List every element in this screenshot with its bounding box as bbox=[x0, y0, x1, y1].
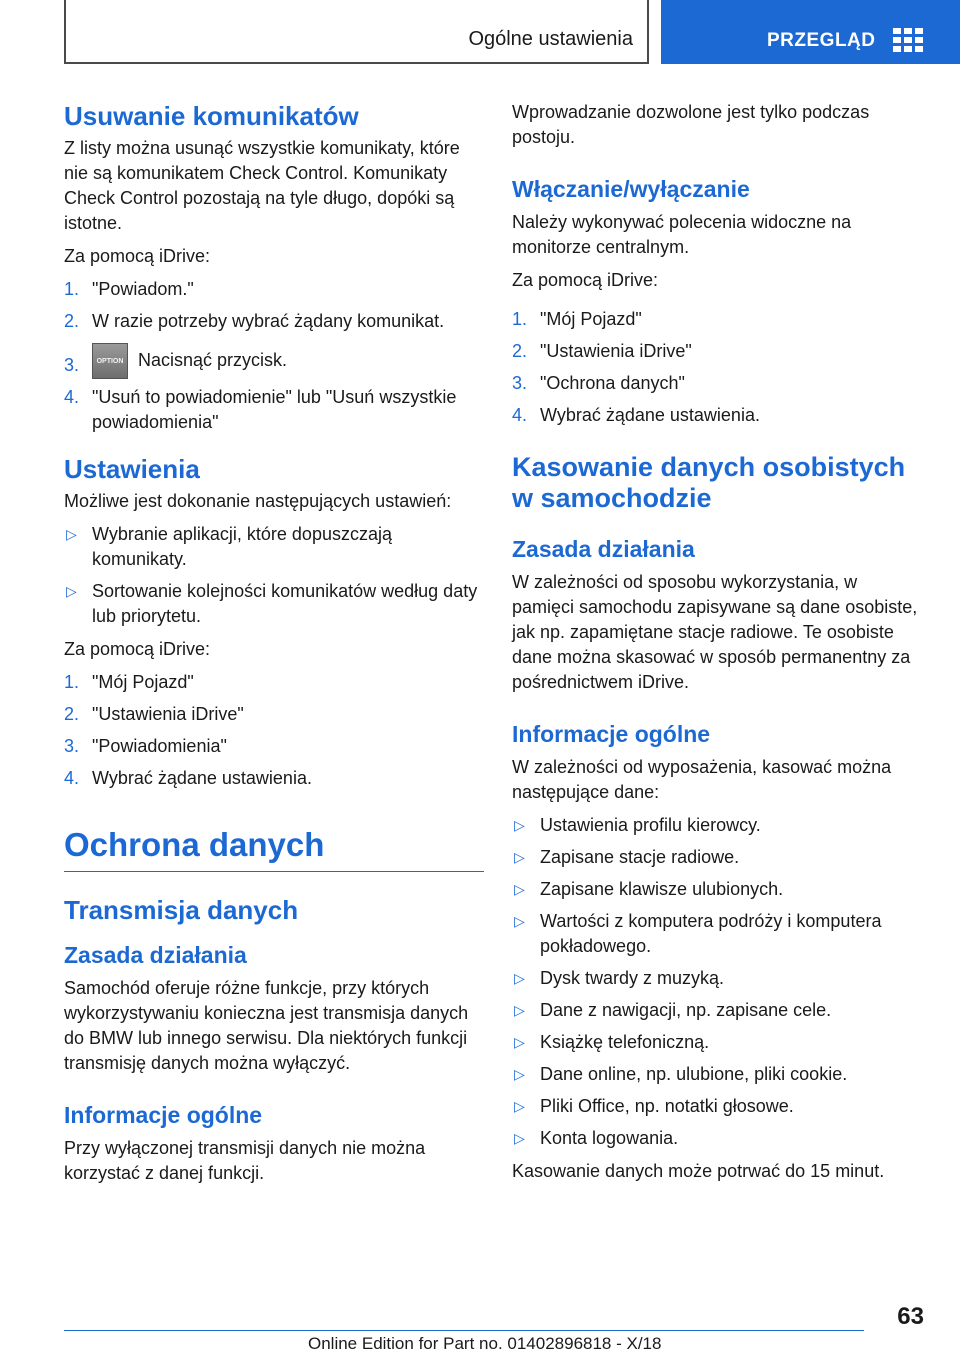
bullet-text: Książkę telefoniczną. bbox=[540, 1032, 710, 1052]
kasowanie-info-text: W zależności od wyposażenia, kasować można następujące dane: bbox=[512, 757, 892, 802]
triangle-bullet-icon: ▷ bbox=[514, 1034, 525, 1050]
triangle-bullet-icon: ▷ bbox=[514, 1130, 525, 1146]
step-number: 4. bbox=[64, 387, 80, 407]
header-nav-box[interactable] bbox=[661, 0, 960, 64]
list-item bbox=[512, 1062, 924, 1087]
chapter-heading-block bbox=[64, 825, 484, 872]
bullet-text: Pliki Office, np. notatki głosowe. bbox=[540, 1096, 794, 1116]
left-column bbox=[64, 100, 484, 1194]
usuwanie-steps bbox=[64, 277, 484, 435]
chapter-heading-ochrona: Ochrona danych bbox=[64, 826, 325, 863]
triangle-bullet-icon: ▷ bbox=[514, 913, 525, 929]
kasowanie-closing: Kasowanie danych może potrwać do 15 minut. bbox=[512, 1161, 885, 1181]
step-number: 4. bbox=[512, 405, 528, 425]
step-number: 2. bbox=[512, 341, 528, 361]
step-number: 3. bbox=[512, 373, 528, 393]
list-item bbox=[64, 734, 484, 759]
list-item bbox=[64, 309, 484, 334]
list-item bbox=[64, 579, 484, 629]
step-number: 3. bbox=[64, 736, 80, 756]
list-item bbox=[64, 341, 484, 379]
triangle-bullet-icon: ▷ bbox=[514, 1098, 525, 1114]
triangle-bullet-icon: ▷ bbox=[66, 526, 77, 542]
list-item bbox=[512, 966, 924, 991]
grid-icon[interactable] bbox=[893, 28, 923, 54]
list-item bbox=[64, 522, 484, 572]
list-item bbox=[64, 277, 484, 302]
list-item bbox=[512, 845, 924, 870]
bullet-text: Zapisane klawisze ulubionych. bbox=[540, 879, 784, 899]
step-text: "Usuń to powiadomienie" lub "Usuń wszystkie powiadomienia" bbox=[92, 387, 457, 432]
list-item bbox=[512, 813, 924, 838]
triangle-bullet-icon: ▷ bbox=[514, 1066, 525, 1082]
step-text: Wybrać żądane ustawienia. bbox=[540, 405, 760, 425]
footer-divider bbox=[64, 1330, 864, 1331]
list-item bbox=[512, 877, 924, 902]
heading-informacje-ogolne-2: Informacje ogólne bbox=[512, 721, 711, 747]
heading-ustawienia: Ustawienia bbox=[64, 454, 200, 484]
list-item bbox=[512, 1126, 924, 1151]
heading-transmisja: Transmisja danych bbox=[64, 895, 299, 925]
step-text: "Ustawienia iDrive" bbox=[92, 704, 244, 724]
step-text: "Powiadom." bbox=[92, 279, 194, 299]
list-item bbox=[64, 670, 484, 695]
overview-link[interactable]: PRZEGLĄD bbox=[767, 30, 876, 51]
step-number: 2. bbox=[64, 311, 80, 331]
heading-informacje-ogolne: Informacje ogólne bbox=[64, 1102, 263, 1128]
step-text: "Ustawienia iDrive" bbox=[540, 341, 692, 361]
kasowanie-zasada-text: W zależności od sposobu wykorzystania, w pamięci samochodu zapisywane są dane osobiste, jak np. zapamiętane stacje radiowe. Te osobiste dane można skasować w sposób permanentny za pośrednictwem iDrive. bbox=[512, 572, 918, 692]
list-item bbox=[64, 702, 484, 727]
right-column bbox=[512, 100, 924, 1192]
usuwanie-intro: Z listy można usunąć wszystkie komunikaty, które nie są komunikatem Check Control. Komunikaty Check Control pozostają na tyle długo, dopóki są istotne. bbox=[64, 138, 460, 233]
bullet-text: Konta logowania. bbox=[540, 1128, 679, 1148]
header-section-box bbox=[64, 0, 649, 64]
step-text: W razie potrzeby wybrać żądany komunikat. bbox=[92, 311, 445, 331]
list-item bbox=[64, 385, 484, 435]
heading-kasowanie: Kasowanie danych osobistych w samochodzie bbox=[512, 452, 906, 513]
bullet-text: Dysk twardy z muzyką. bbox=[540, 968, 725, 988]
step-text: Wybrać żądane ustawienia. bbox=[92, 768, 312, 788]
step-text: Nacisnąć przycisk. bbox=[138, 349, 288, 370]
ustawienia-steps bbox=[64, 670, 484, 791]
bullet-text: Ustawienia profilu kierowcy. bbox=[540, 815, 761, 835]
ustawienia-intro: Możliwe jest dokonanie następujących ustawień: bbox=[64, 491, 452, 511]
bullet-text: Sortowanie kolejności komunikatów według daty lub priorytetu. bbox=[92, 581, 478, 626]
list-item bbox=[512, 1094, 924, 1119]
bullet-text: Zapisane stacje radiowe. bbox=[540, 847, 740, 867]
list-item bbox=[512, 998, 924, 1023]
triangle-bullet-icon: ▷ bbox=[66, 583, 77, 599]
ustawienia-idrive: Za pomocą iDrive: bbox=[64, 639, 211, 659]
heading-usuwanie: Usuwanie komunikatów bbox=[64, 101, 359, 131]
zasada-text: Samochód oferuje różne funkcje, przy których wykorzystywaniu konieczna jest transmisja danych do BMW lub innego serwisu. Dla niektórych funkcji transmisję danych można wyłączyć. bbox=[64, 978, 469, 1073]
kasowanie-bullets bbox=[512, 813, 924, 1151]
step-number: 1. bbox=[64, 279, 80, 299]
continued-text: Wprowadzanie dozwolone jest tylko podczas postoju. bbox=[512, 102, 870, 147]
step-number: 2. bbox=[64, 704, 80, 724]
list-item bbox=[512, 1030, 924, 1055]
step-text: "Ochrona danych" bbox=[540, 373, 685, 393]
step-number: 3. bbox=[64, 355, 80, 375]
option-button-icon: OPTION bbox=[92, 343, 128, 379]
wlaczanie-intro: Należy wykonywać polecenia widoczne na monitorze centralnym. bbox=[512, 212, 852, 257]
heading-zasada-dzialania: Zasada działania bbox=[64, 942, 247, 968]
triangle-bullet-icon: ▷ bbox=[514, 970, 525, 986]
step-text: "Mój Pojazd" bbox=[92, 672, 194, 692]
step-number: 1. bbox=[64, 672, 80, 692]
usuwanie-idrive: Za pomocą iDrive: bbox=[64, 246, 211, 266]
list-item bbox=[512, 307, 924, 332]
list-item bbox=[64, 766, 484, 791]
bullet-text: Dane online, np. ulubione, pliki cookie. bbox=[540, 1064, 848, 1084]
step-number: 1. bbox=[512, 309, 528, 329]
list-item bbox=[512, 371, 924, 396]
step-number: 4. bbox=[64, 768, 80, 788]
heading-zasada-dzialania-2: Zasada działania bbox=[512, 536, 695, 562]
ustawienia-bullets bbox=[64, 522, 484, 629]
bullet-text: Dane z nawigacji, np. zapisane cele. bbox=[540, 1000, 832, 1020]
bullet-text: Wartości z komputera podróży i komputera pokładowego. bbox=[540, 911, 882, 956]
step-text: "Mój Pojazd" bbox=[540, 309, 642, 329]
list-item bbox=[512, 403, 924, 428]
list-item bbox=[512, 339, 924, 364]
informacje-text: Przy wyłączonej transmisji danych nie można korzystać z danej funkcji. bbox=[64, 1138, 426, 1183]
step-text: "Powiadomienia" bbox=[92, 736, 227, 756]
header-section-title[interactable]: Ogólne ustawienia bbox=[468, 28, 633, 50]
wlaczanie-idrive: Za pomocą iDrive: bbox=[512, 270, 659, 290]
list-item bbox=[512, 909, 924, 959]
wlaczanie-steps bbox=[512, 307, 924, 428]
footer-edition: Online Edition for Part no. 01402896818 - X/18 bbox=[308, 1334, 662, 1353]
triangle-bullet-icon: ▷ bbox=[514, 817, 525, 833]
page-number: 63 bbox=[897, 1303, 924, 1330]
heading-wlaczanie: Włączanie/wyłączanie bbox=[512, 176, 750, 202]
triangle-bullet-icon: ▷ bbox=[514, 849, 525, 865]
triangle-bullet-icon: ▷ bbox=[514, 1002, 525, 1018]
triangle-bullet-icon: ▷ bbox=[514, 881, 525, 897]
bullet-text: Wybranie aplikacji, które dopuszczają komunikaty. bbox=[92, 524, 392, 569]
